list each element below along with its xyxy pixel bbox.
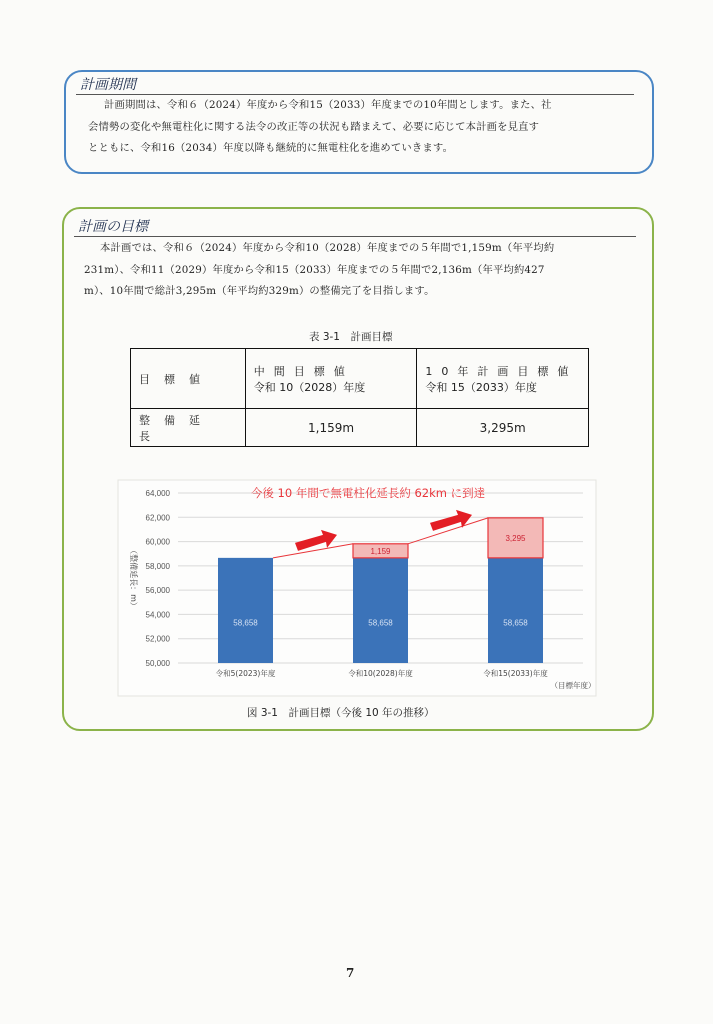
y-tick-label: 50,000: [145, 659, 170, 668]
bar-base-label: 58,658: [233, 618, 258, 628]
bar-base-label: 58,658: [368, 618, 393, 628]
goal-heading: 計画の目標: [78, 219, 148, 235]
y-tick-label: 52,000: [145, 634, 170, 644]
table-row-label: 整備延長: [131, 409, 246, 447]
goal-text: [84, 238, 648, 303]
period-line: とともに、令和16（2034）年度以降も継続的に無電柱化を進めていきます。: [88, 142, 454, 154]
y-tick-label: 56,000: [145, 586, 170, 596]
x-tick-label: 令和10(2028)年度: [348, 669, 413, 678]
goal-line: 231m）、令和11（2029）年度から令和15（2033）年度までの５年間で2,136m（年平均約427: [84, 263, 545, 276]
goal-chart: [113, 478, 603, 698]
table-header-final: [417, 349, 589, 409]
x-axis-note: （目標年度）: [550, 681, 596, 690]
bar-base-label: 58,658: [503, 618, 528, 628]
y-tick-label: 58,000: [145, 561, 170, 571]
page-number: 7: [346, 966, 355, 980]
y-tick-label: 54,000: [145, 610, 170, 620]
x-tick-label: 令和15(2033)年度: [483, 669, 548, 678]
table-caption: 表 3-1 計画目標: [309, 331, 393, 343]
table-header-row: [131, 349, 589, 409]
x-tick-label: 令和5(2023)年度: [215, 669, 276, 678]
table-cell-final: 3,295m: [417, 409, 589, 447]
goal-heading-rule: [74, 236, 636, 237]
table-header-mid: [245, 349, 417, 409]
goal-table: [130, 348, 589, 447]
goal-line: 本計画では、令和６（2024）年度から令和10（2028）年度までの５年間で1,159m（年平均約: [100, 242, 555, 254]
period-line: 計画期間は、令和６（2024）年度から令和15（2033）年度までの10年間とします。また、社: [104, 99, 552, 111]
figure-caption: 図 3-1 計画目標（今後 10 年の推移）: [247, 707, 435, 719]
table-data-row: [131, 409, 589, 447]
bar-added-label: 1,159: [370, 546, 391, 556]
bar-base: [353, 558, 408, 663]
period-heading: 計画期間: [80, 77, 136, 93]
bar-base: [218, 558, 273, 663]
mid-title: 中間目標値: [253, 364, 354, 378]
chart-title: 今後 10 年間で無電柱化延長約 62km に到達: [250, 486, 486, 500]
final-year: 令和 15（2033）年度: [425, 380, 537, 394]
table-header-label: 目標値: [131, 349, 246, 409]
table-cell-mid: 1,159m: [245, 409, 417, 447]
bar-added-label: 3,295: [505, 533, 526, 543]
bar-base: [488, 558, 543, 663]
final-title: 10年計画目標値: [425, 364, 578, 378]
mid-year: 令和 10（2028）年度: [253, 380, 366, 394]
y-tick-label: 62,000: [145, 513, 170, 523]
period-line: 会情勢の変化や無電柱化に関する法令の改正等の状況も踏まえて、必要に応じて本計画を見直す: [88, 120, 540, 133]
y-tick-label: 64,000: [145, 489, 170, 498]
y-tick-label: 60,000: [145, 537, 170, 547]
goal-line: m）、10年間で総計3,295m（年平均約329m）の整備完了を目指します。: [84, 285, 435, 297]
period-text: [88, 95, 648, 160]
y-axis-label: （整備延長：m）: [129, 546, 138, 610]
